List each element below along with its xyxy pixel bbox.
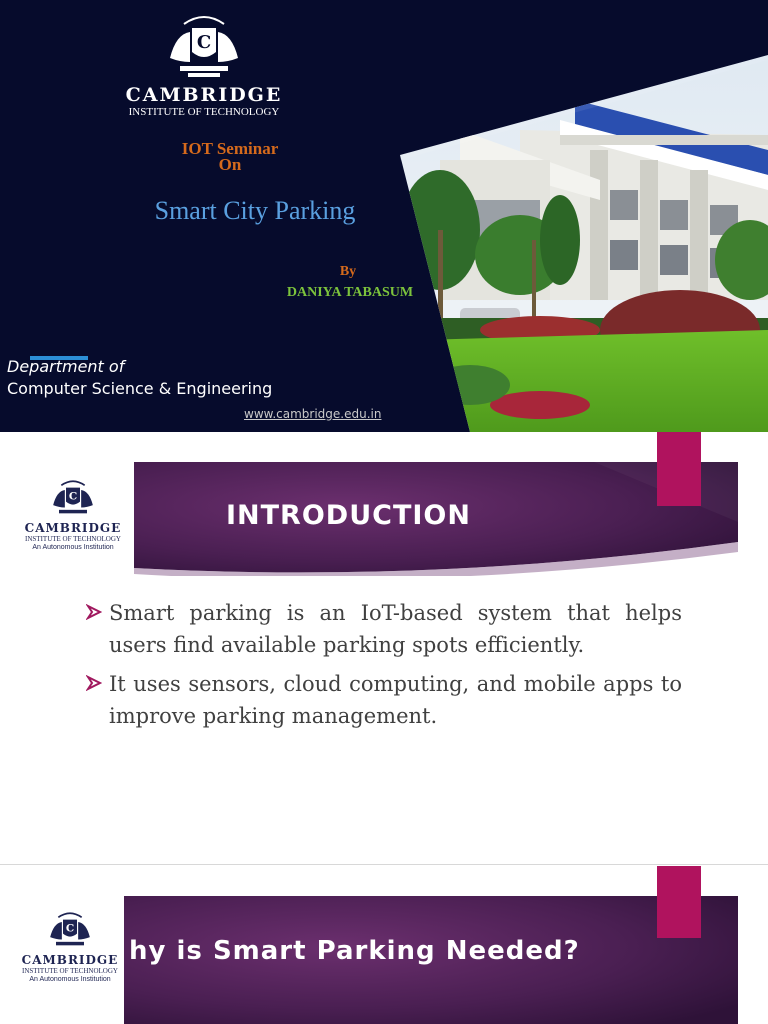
seminar-label: IOT Seminar bbox=[181, 139, 279, 158]
slide-heading: hy is Smart Parking Needed? bbox=[129, 936, 580, 966]
institute-subtitle: INSTITUTE OF TECHNOLOGY bbox=[128, 106, 280, 118]
bullet-text: Smart parking is an IoT-based system that helps users find available parking spots efficiently. bbox=[109, 601, 682, 657]
institute-tagline: An Autonomous Institution bbox=[29, 976, 111, 983]
institute-name: CAMBRIDGE bbox=[21, 953, 119, 967]
institute-logo bbox=[118, 8, 290, 118]
svg-text:C: C bbox=[196, 32, 212, 53]
institute-subtitle: INSTITUTE OF TECHNOLOGY bbox=[22, 967, 118, 975]
list-item bbox=[86, 597, 682, 661]
website-link[interactable]: www.cambridge.edu.in bbox=[244, 407, 382, 421]
institute-subtitle: INSTITUTE OF TECHNOLOGY bbox=[25, 535, 121, 543]
institute-name: CAMBRIDGE bbox=[125, 84, 283, 106]
institute-tagline: An Autonomous Institution bbox=[32, 544, 114, 551]
crest-icon bbox=[162, 8, 246, 80]
by-label: By bbox=[339, 264, 357, 279]
bullet-list bbox=[86, 597, 682, 739]
accent-box bbox=[657, 866, 701, 938]
arrow-bullet-icon bbox=[86, 675, 102, 691]
institute-name: CAMBRIDGE bbox=[24, 521, 122, 535]
svg-text:C: C bbox=[65, 922, 75, 935]
slide-heading: INTRODUCTION bbox=[226, 500, 471, 531]
bullet-text: It uses sensors, cloud computing, and mobile apps to improve parking management. bbox=[109, 672, 682, 728]
institute-logo-small bbox=[18, 476, 128, 552]
crest-icon bbox=[48, 476, 98, 518]
introduction-slide bbox=[0, 432, 768, 865]
svg-text:C: C bbox=[68, 490, 78, 503]
list-item bbox=[86, 668, 682, 732]
author-name: DANIYA TABASUM bbox=[286, 285, 414, 300]
department-name: Computer Science & Engineering bbox=[7, 379, 273, 398]
accent-box bbox=[657, 432, 701, 506]
crest-icon bbox=[45, 908, 95, 950]
institute-logo-small bbox=[15, 908, 125, 984]
title-slide bbox=[0, 0, 768, 432]
arrow-bullet-icon bbox=[86, 604, 102, 620]
why-smart-parking-slide bbox=[0, 866, 768, 1024]
presentation-title: Smart City Parking bbox=[154, 196, 356, 225]
department-label: Department of bbox=[7, 357, 125, 376]
seminar-on-label: On bbox=[218, 155, 242, 174]
